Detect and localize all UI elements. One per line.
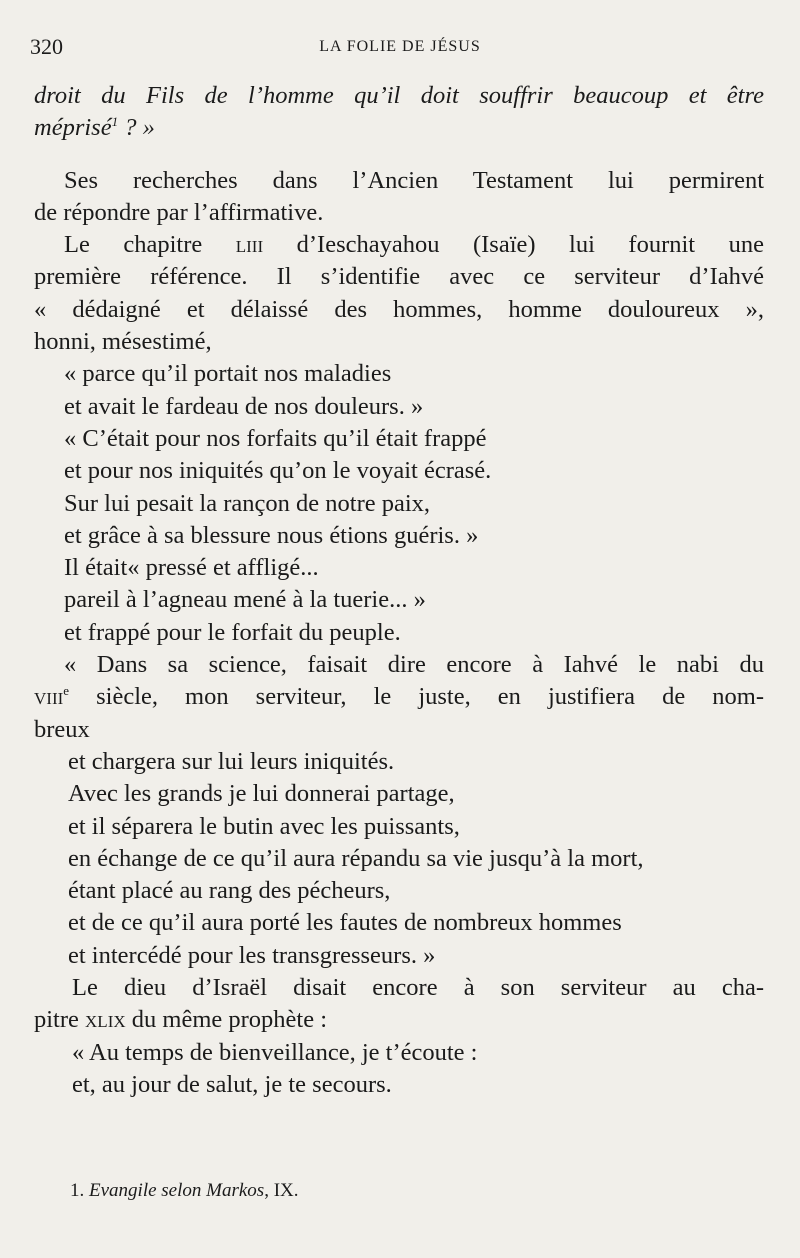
- quote-line: et il séparera le butin avec les puissants,: [68, 812, 460, 840]
- quote-line: et pour nos iniquités qu’on le voyait écrasé.: [64, 457, 492, 485]
- quote-line: « Au temps de bienveillance, je t’écoute :: [72, 1038, 478, 1066]
- footnote-ref: 1: [111, 114, 119, 130]
- paragraph-first-line: Le chapitre liii d’Ieschayahou (Isaïe) lui fournit une: [64, 231, 764, 259]
- text-line: honni, mésestimé,: [34, 328, 212, 356]
- text-line: de répondre par l’affirmative.: [34, 198, 324, 226]
- paragraph-first-line: « Dans sa science, faisait dire encore à Iahvé le nabi du: [64, 651, 764, 679]
- quote-line: « parce qu’il portait nos maladies: [64, 360, 392, 388]
- text-line: breux: [34, 715, 90, 743]
- text-line: méprisé$^1$ ? »: [34, 114, 155, 142]
- quote-line: étant placé au rang des pécheurs,: [68, 877, 391, 905]
- quote-line: Avec les grands je lui donnerai partage,: [68, 780, 455, 808]
- footnote: 1. Evangile selon Markos, IX.: [70, 1180, 299, 1201]
- quote-line: et de ce qu’il aura porté les fautes de nombreux hommes: [68, 909, 622, 937]
- text-line: viii$^e$ siècle, mon serviteur, le juste, en justifiera de nom-: [34, 683, 764, 711]
- text-line: pitre xlix du même prophète :: [34, 1006, 328, 1034]
- quote-line: et avait le fardeau de nos douleurs. »: [64, 392, 424, 420]
- page-body: [34, 80, 764, 1101]
- quote-line: et frappé pour le forfait du peuple.: [64, 618, 401, 646]
- quote-line: pareil à l’agneau mené à la tuerie... »: [64, 586, 426, 614]
- quote-line: et intercédé pour les transgresseurs. »: [68, 941, 436, 969]
- quote-line: et grâce à sa blessure nous étions guéris. »: [64, 521, 479, 549]
- quote-line: Il était« pressé et affligé...: [64, 554, 319, 582]
- text-line: droit du Fils de l’homme qu’il doit souffrir beaucoup et être: [34, 82, 764, 109]
- paragraph-first-line: Ses recherches dans l’Ancien Testament lui permirent: [64, 166, 764, 194]
- running-title: LA FOLIE DE JÉSUS: [319, 38, 481, 55]
- paragraph-first-line: Le dieu d’Israël disait encore à son serviteur au cha-: [72, 974, 764, 1002]
- page-number: 320: [30, 34, 63, 59]
- text-line: « dédaigné et délaissé des hommes, homme douloureux »,: [34, 295, 764, 323]
- quote-line: Sur lui pesait la rançon de notre paix,: [64, 489, 431, 517]
- quote-line: en échange de ce qu’il aura répandu sa vie jusqu’à la mort,: [68, 844, 644, 872]
- quote-line: et chargera sur lui leurs iniquités.: [68, 747, 395, 775]
- text-line: première référence. Il s’identifie avec ce serviteur d’Iahvé: [34, 263, 764, 291]
- page-header: [0, 34, 800, 64]
- quote-line: « C’était pour nos forfaits qu’il était frappé: [64, 424, 487, 452]
- quote-line: et, au jour de salut, je te secours.: [72, 1070, 392, 1098]
